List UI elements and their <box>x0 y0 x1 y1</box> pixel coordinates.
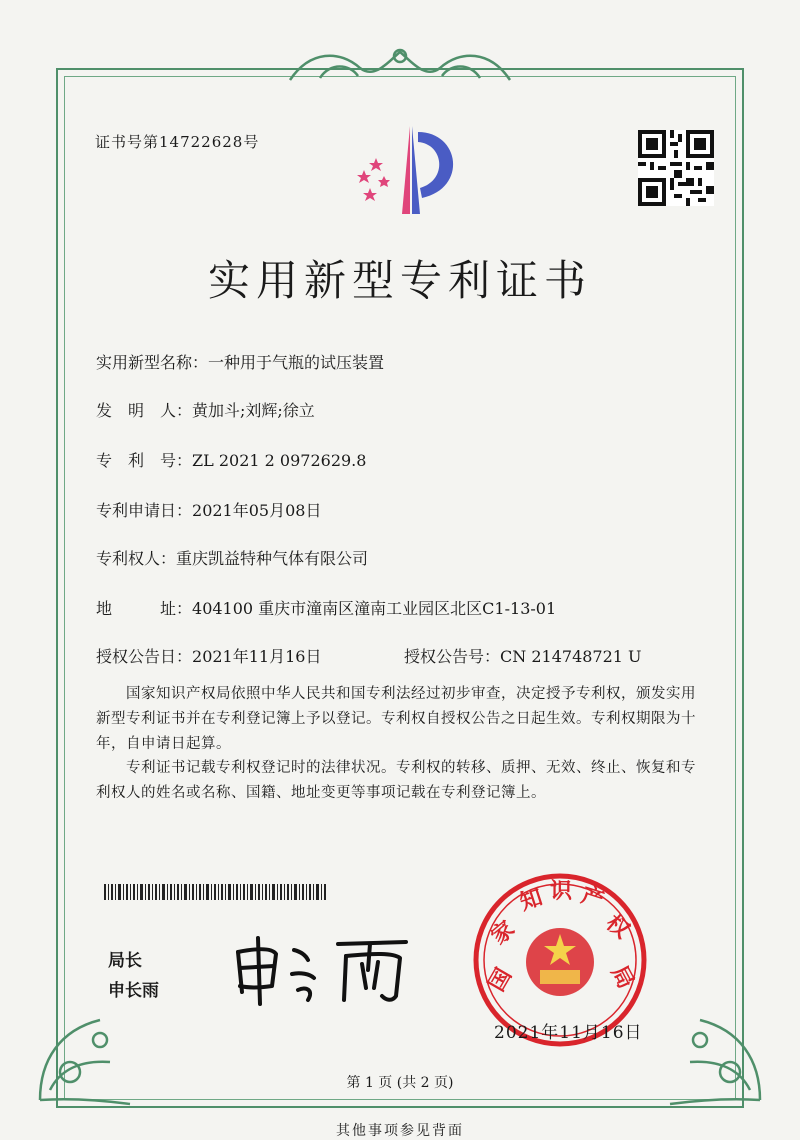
seal-date: 2021年11月16日 <box>494 1023 643 1043</box>
field-label: 专 利 号： <box>96 451 193 470</box>
svg-text:权: 权 <box>600 910 634 944</box>
grant-date-row <box>96 644 321 667</box>
field-value: 2021年05月08日 <box>192 501 322 520</box>
certificate-title: 实用新型专利证书 <box>207 256 592 305</box>
handwritten-signature <box>228 930 418 1010</box>
field-label: 实用新型名称： <box>96 353 209 372</box>
field-value: 404100 重庆市潼南区潼南工业园区北区C1-13-01 <box>192 599 557 618</box>
field-value: 黄加斗;刘辉;徐立 <box>192 401 315 420</box>
top-ornament <box>280 40 520 90</box>
patent-number-row <box>96 448 366 471</box>
address-row <box>96 596 556 619</box>
patent-office-logo <box>340 118 470 218</box>
svg-text:局: 局 <box>605 961 639 993</box>
bottom-left-ornament <box>30 1000 140 1110</box>
field-value: 重庆凯益特种气体有限公司 <box>176 549 369 568</box>
director-title: 局长 <box>108 951 142 971</box>
director-name: 申长雨 <box>108 981 159 1001</box>
field-value: 2021年11月16日 <box>192 647 322 666</box>
utility-model-name-row <box>96 350 384 373</box>
svg-text:家: 家 <box>486 916 520 950</box>
field-label: 授权公告号： <box>404 647 501 666</box>
field-label: 地 址： <box>96 599 193 618</box>
application-date-row <box>96 498 321 521</box>
grant-statement-paragraph: 国家知识产权局依照中华人民共和国专利法经过初步审查，决定授予专利权，颁发实用新型专利证书并在专利登记簿上予以登记。专利权自授权公告之日起生效。专利权期限为十年，自申请日起算。 <box>96 686 696 752</box>
svg-text:产: 产 <box>578 883 607 914</box>
field-label: 专利申请日： <box>96 501 193 520</box>
footer-note: 其他事项参见背面 <box>336 1123 464 1139</box>
inventor-row <box>96 398 315 421</box>
field-value: CN 214748721 U <box>500 647 642 666</box>
field-value: 一种用于气瓶的试压装置 <box>208 353 385 372</box>
barcode <box>104 884 328 900</box>
field-label: 专利权人： <box>96 549 177 568</box>
page-indicator: 第 1 页 (共 2 页) <box>346 1075 454 1091</box>
field-value: ZL 2021 2 0972629.8 <box>192 451 367 470</box>
field-label: 发 明 人： <box>96 401 193 420</box>
director-block <box>108 946 159 1006</box>
bottom-right-ornament <box>660 1000 770 1110</box>
grant-number-row <box>404 644 642 667</box>
qr-code <box>638 130 714 206</box>
legal-status-paragraph: 专利证书记载专利权登记时的法律状况。专利权的转移、质押、无效、终止、恢复和专利权人的姓名或名称、国籍、地址变更等事项记载在专利登记簿上。 <box>96 760 696 801</box>
svg-text:国: 国 <box>484 964 518 996</box>
field-label: 授权公告日： <box>96 647 193 666</box>
svg-text:知: 知 <box>516 885 546 916</box>
svg-text:识: 识 <box>550 879 573 904</box>
patentee-row <box>96 546 368 569</box>
certificate-number: 证书号第14722628号 <box>95 133 260 151</box>
